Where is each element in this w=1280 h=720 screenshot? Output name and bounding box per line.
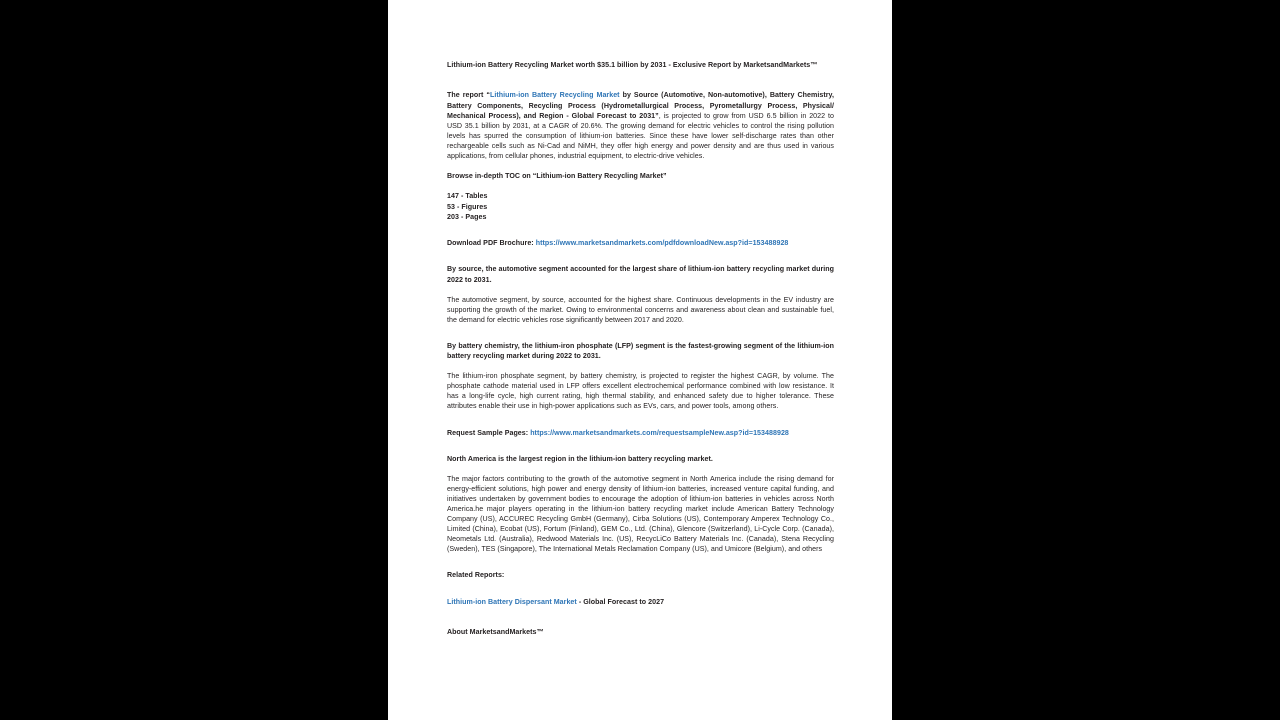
spacer	[447, 438, 834, 454]
spacer	[447, 285, 834, 295]
spacer	[447, 554, 834, 570]
stat-pages: 203 - Pages	[447, 212, 487, 221]
related-report-suffix: - Global Forecast to 2027	[576, 597, 665, 606]
letterbox-right	[892, 0, 1280, 720]
spacer	[447, 412, 834, 428]
spacer	[447, 181, 834, 191]
related-report-line	[447, 597, 834, 607]
section-region-body: The major factors contributing to the growth of the automotive segment in North America include the rising demand for energy-efficient solutions, high power and energy density of lithium-ion batteries, increased venture capital funding, and initiatives undertaken by government bodies to encourage the adoption of lithium-ion batteries in vehicles across North America.he major players operating in the lithium-ion battery recycling market include American Battery Technology Company (US), ACCUREC Recycling GmbH (Germany), Cirba Solutions (US), Contemporary Amperex Technology Co., Limited (China), Ecobat (US), Fortum (Finland), GEM Co., Ltd. (China), Glencore (Switzerland), Li-Cycle Corp. (Canada), Neometals Ltd. (Australia), Redwood Materials Inc. (US), RecycLiCo Battery Materials Inc. (Canada), Stena Recycling (Sweden), TES (Singapore), The International Metals Reclamation Company (US), and Umicore (Belgium), and others	[447, 474, 834, 554]
about-heading: About MarketsandMarkets™	[447, 627, 544, 636]
report-title-link[interactable]: Lithium-ion Battery Recycling Market	[490, 91, 620, 100]
spacer	[447, 464, 834, 474]
spacer	[447, 248, 834, 264]
document-page	[388, 0, 892, 720]
related-reports-heading: Related Reports:	[447, 571, 505, 580]
section-chemistry-body: The lithium-iron phosphate segment, by battery chemistry, is projected to register the highest CAGR, by volume. The phosphate cathode material used in LFP offers excellent electrochemical performance combined with low resistance. It has a long-life cycle, high current rating, high thermal stability, and enhanced safety due to higher tolerance. These attributes enable their use in high-power applications such as EVs, cars, and power tools, among others.	[447, 372, 834, 411]
page-title-text: Lithium-ion Battery Recycling Market worth $35.1 billion by 2031 - Exclusive Report by MarketsandMarkets™	[447, 61, 818, 69]
letterbox-left	[0, 0, 388, 720]
spacer	[447, 222, 834, 238]
section-region-heading: North America is the largest region in the lithium-ion battery recycling market.	[447, 454, 713, 463]
sample-pages-line	[447, 428, 834, 438]
spacer	[447, 70, 834, 90]
brochure-label: Download PDF Brochure:	[447, 239, 536, 248]
request-sample-link[interactable]: https://www.marketsandmarkets.com/requestsampleNew.asp?id=153488928	[530, 428, 789, 437]
spacer	[447, 325, 834, 341]
section-source-body: The automotive segment, by source, accounted for the highest share. Continuous developments in the EV industry are supporting the growth of the market. Owing to environmental concerns and awareness about clean and sustainable fuel, the demand for electric vehicles rose significantly between 2017 and 2020.	[447, 295, 834, 324]
spacer	[447, 607, 834, 627]
intro-body-text: , is projected to grow from USD 6.5 billion in 2022 to USD 35.1 billion by 2031, at a CAGR of 20.6%. The growing demand for electric vehicles to control the rising pollution levels has spurred the consumption of lithium-ion batteries. Since these have lower self-discharge rates than other rechargeable cells such as Ni-Cad and NiMH, they offer high energy and power density and are thus used in various applications, from cellular phones, industrial equipment, to electric-drive vehicles.	[447, 111, 834, 160]
brochure-line	[447, 238, 834, 248]
sample-pages-label: Request Sample Pages:	[447, 428, 531, 437]
intro-paragraph	[447, 90, 834, 161]
stat-tables: 147 - Tables	[447, 192, 488, 201]
intro-scope-text: by Source (Automotive, Non-automotive), Battery Chemistry, Battery Components, Recycling Process (Hydrometallurgical Process, Pyrometallurgy Process, Physical/ Mechanical Process), and Region - Global Forecast to 2031”	[447, 91, 835, 120]
section-chemistry-heading: By battery chemistry, the lithium-iron phosphate (LFP) segment is the fastest-growing segment of the lithium-ion battery recycling market during 2022 to 2031.	[447, 341, 834, 361]
spacer	[447, 581, 834, 597]
toc-heading: Browse in-depth TOC on “Lithium-ion Battery Recycling Market”	[447, 172, 667, 181]
spacer	[447, 361, 834, 371]
dispersant-market-link[interactable]: Lithium-ion Battery Dispersant Market	[447, 597, 577, 606]
section-source-heading: By source, the automotive segment accounted for the largest share of lithium-ion battery recycling market during 2022 to 2031.	[447, 265, 834, 284]
pdf-brochure-link[interactable]: https://www.marketsandmarkets.com/pdfdownloadNew.asp?id=153488928	[535, 239, 789, 248]
document-body	[447, 60, 834, 637]
intro-lead-prefix: The report “	[447, 91, 490, 100]
page-title	[447, 60, 834, 70]
stat-figures: 53 - Figures	[447, 202, 488, 211]
spacer	[447, 161, 834, 171]
